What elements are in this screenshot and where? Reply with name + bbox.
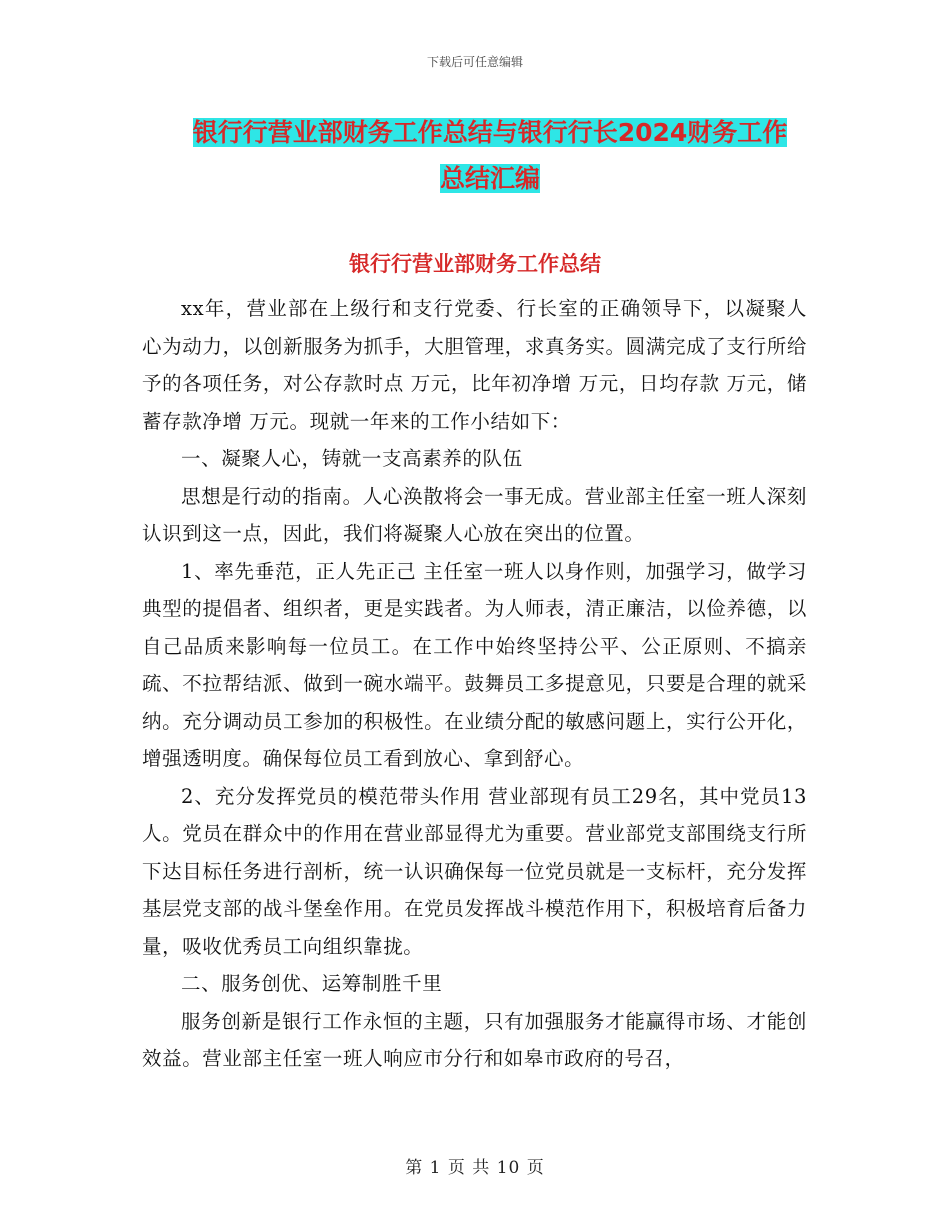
document-title-line-1: 银行行营业部财务工作总结与银行行长2024财务工作 [192,118,788,147]
document-title-line-2: 总结汇编 [439,164,540,193]
paragraph: 服务创新是银行工作永恒的主题，只有加强服务才能赢得市场、才能创效益。营业部主任室一班人响应市分行和如皋市政府的号召， [142,1009,807,1070]
paragraph-intro: xx年，营业部在上级行和支行党委、行长室的正确领导下，以凝聚人心为动力，以创新服务为抓手，大胆管理，求真务实。圆满完成了支行所给予的各项任务，对公存款时点 万元，比年初净增 万元，日均存款 万元，储蓄存款净增 万元。现就一年来的工作小结如下： [142,297,807,433]
section-title: 银行行营业部财务工作总结 [349,252,601,276]
document-title [140,110,840,202]
document-body [142,290,807,1078]
paragraph: 思想是行动的指南。人心涣散将会一事无成。营业部主任室一班人深刻认识到这一点，因此，我们将凝聚人心放在突出的位置。 [142,484,807,545]
paragraph: 2、充分发挥党员的模范带头作用 营业部现有员工29名，其中党员13人。党员在群众中的作用在营业部显得尤为重要。营业部党支部围绕支行所下达目标任务进行剖析，统一认识确保每一位党员就是一支标杆，充分发挥基层党支部的战斗堡垒作用。在党员发挥战斗模范作用下，积极培育后备力量，吸收优秀员工向组织靠拢。 [142,784,807,958]
paragraph: 1、率先垂范，正人先正己 主任室一班人以身作则，加强学习，做学习典型的提倡者、组织者，更是实践者。为人师表，清正廉洁，以俭养德，以自己品质来影响每一位员工。在工作中始终坚持公平、公正原则、不搞亲疏、不拉帮结派、做到一碗水端平。鼓舞员工多提意见，只要是合理的就采纳。充分调动员工参加的积极性。在业绩分配的敏感问题上，实行公开化，增强透明度。确保每位员工看到放心、拿到舒心。 [142,559,807,770]
page-number-footer: 第 1 页 共 10 页 [405,1158,545,1178]
header-note: 下载后可任意编辑 [426,55,523,69]
heading-section-one: 一、凝聚人心，铸就一支高素养的队伍 [181,447,523,470]
heading-section-two: 二、服务创优、运筹制胜千里 [181,972,443,995]
